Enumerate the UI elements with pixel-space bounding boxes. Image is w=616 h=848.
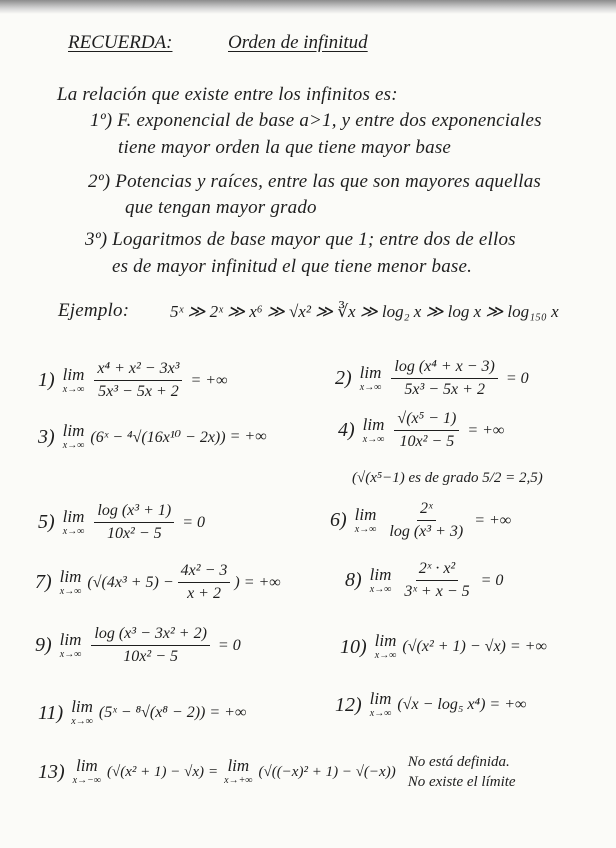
scan-edge	[0, 0, 616, 14]
limit-operator: lim x→−∞	[72, 756, 101, 786]
exercise-number: 1)	[38, 369, 55, 391]
exercise-number: 12)	[335, 693, 362, 716]
rule-3-line-1: 3º) Logaritmos de base mayor que 1; entre dos de ellos	[85, 229, 516, 250]
exercise-number: 5)	[38, 511, 55, 533]
limit-operator: lim x→∞	[374, 631, 397, 661]
exercise-2	[335, 358, 529, 399]
result: = 0	[217, 636, 241, 654]
numerator: log (x⁴ + x − 3)	[391, 358, 497, 379]
rule-2-line-2: que tengan mayor grado	[125, 197, 317, 218]
limit-operator: lim x→∞	[59, 566, 82, 597]
denominator: 5x³ − 5x + 2	[404, 381, 485, 398]
exercise-7	[35, 562, 281, 603]
result: = +∞	[190, 371, 228, 389]
exercise-4-note: (√(x⁵−1) es de grado 5/2 = 2,5)	[352, 470, 543, 486]
page-title: Orden de infinitud	[228, 32, 368, 53]
exercise-number: 10)	[340, 635, 367, 658]
expression: (√(x² + 1) − √x)	[107, 763, 205, 780]
rule-1-line-1: 1º) F. exponencial de base a>1, y entre dos exponenciales	[90, 110, 542, 131]
no-limit-note: No existe el límite	[407, 774, 516, 790]
result: = +∞	[467, 421, 505, 439]
exercise-4	[338, 410, 504, 451]
result: = +∞	[229, 428, 267, 445]
exercise-3	[38, 422, 267, 452]
expression: (√(x² + 1) − √x)	[402, 638, 506, 655]
fraction	[391, 358, 497, 399]
denominator: 3ˣ + x − 5	[404, 583, 470, 600]
exercise-number: 2)	[335, 367, 352, 389]
fraction	[401, 560, 472, 601]
example-label: Ejemplo:	[58, 300, 130, 321]
result: = +∞	[474, 511, 512, 529]
exercise-number: 9)	[35, 634, 52, 656]
intro-text: La relación que existe entre los infinitos es:	[57, 84, 398, 105]
numerator: log (x³ + 1)	[94, 502, 174, 523]
limit-operator: lim x→∞	[362, 414, 385, 445]
recuerda-heading: RECUERDA:	[68, 32, 173, 53]
denominator: 10x² − 5	[106, 525, 162, 542]
fraction	[386, 500, 466, 541]
expression-end: )	[234, 573, 240, 591]
exercise-number: 11)	[38, 701, 64, 724]
expression-2: (√((−x)² + 1) − √(−x))	[258, 763, 396, 780]
limit-operator: lim x→∞	[354, 504, 377, 535]
denominator: 5x³ − 5x + 2	[98, 383, 179, 400]
denominator: 10x² − 5	[399, 433, 455, 450]
fraction	[394, 410, 459, 451]
limit-operator: lim x→∞	[359, 362, 382, 393]
exercise-number: 3)	[38, 425, 55, 448]
denominator: x + 2	[187, 585, 221, 602]
exercise-number: 8)	[345, 569, 362, 591]
result: = 0	[505, 369, 529, 387]
limit-operator-2: lim x→+∞	[224, 756, 253, 786]
rule-2-line-1: 2º) Potencias y raíces, entre las que son mayores aquellas	[88, 171, 541, 192]
fraction	[178, 562, 231, 603]
exercise-6	[330, 500, 511, 541]
exercise-1	[38, 360, 227, 401]
exercise-number: 4)	[338, 419, 355, 441]
limit-operator: lim x→∞	[62, 421, 85, 451]
limit-operator: lim x→∞	[62, 506, 85, 537]
exercise-13-notes	[408, 752, 516, 792]
fraction	[91, 625, 210, 666]
expression: (√x − log₅ x⁴)	[397, 696, 486, 713]
limit-operator: lim x→∞	[62, 364, 85, 395]
exercise-5	[38, 502, 205, 543]
exercise-12	[335, 690, 526, 720]
limit-operator: lim x→∞	[59, 629, 82, 660]
limit-operator: lim x→∞	[369, 689, 392, 719]
exercise-number: 13)	[38, 760, 65, 783]
limit-operator: lim x→∞	[369, 564, 392, 595]
numerator: √(x⁵ − 1)	[394, 410, 459, 431]
numerator: 2ˣ	[417, 500, 436, 521]
expression: (6ˣ − ⁴√(16x¹⁰ − 2x))	[90, 429, 226, 446]
numerator: 2ˣ · x²	[416, 560, 458, 581]
result: = +∞	[209, 704, 247, 721]
numerator: 4x² − 3	[178, 562, 231, 583]
fraction	[94, 502, 174, 543]
expression-start: (√(4x³ + 5) −	[87, 573, 174, 591]
denominator: log (x³ + 3)	[389, 523, 464, 540]
limit-operator: lim x→∞	[71, 697, 93, 727]
result: = +∞	[489, 696, 527, 713]
numerator: x⁴ + x² − 3x³	[94, 360, 182, 381]
result: = +∞	[243, 573, 281, 591]
exercise-13	[38, 752, 516, 792]
result: = +∞	[509, 638, 547, 655]
equals-sign: =	[208, 763, 219, 780]
result: = 0	[480, 571, 504, 589]
numerator: log (x³ − 3x² + 2)	[91, 625, 210, 646]
example-chain: 5ˣ ≫ 2ˣ ≫ x⁶ ≫ √x² ≫ ∛x ≫ log₂ x ≫ log x ≫ log₁₅₀ x	[170, 302, 559, 321]
exercise-number: 6)	[330, 509, 347, 531]
fraction	[94, 360, 182, 401]
exercise-number: 7)	[35, 571, 52, 593]
denominator: 10x² − 5	[123, 648, 178, 665]
exercise-9	[35, 625, 241, 666]
expression: (5ˣ − ⁸√(x⁸ − 2))	[98, 704, 206, 721]
exercise-8	[345, 560, 503, 601]
undefined-note: No está definida.	[407, 754, 510, 770]
result: = 0	[182, 513, 205, 531]
exercise-11	[38, 698, 246, 728]
exercise-10	[340, 632, 547, 662]
rule-1-line-2: tiene mayor orden la que tiene mayor base	[118, 137, 452, 158]
rule-3-line-2: es de mayor infinitud el que tiene menor base.	[112, 256, 473, 277]
